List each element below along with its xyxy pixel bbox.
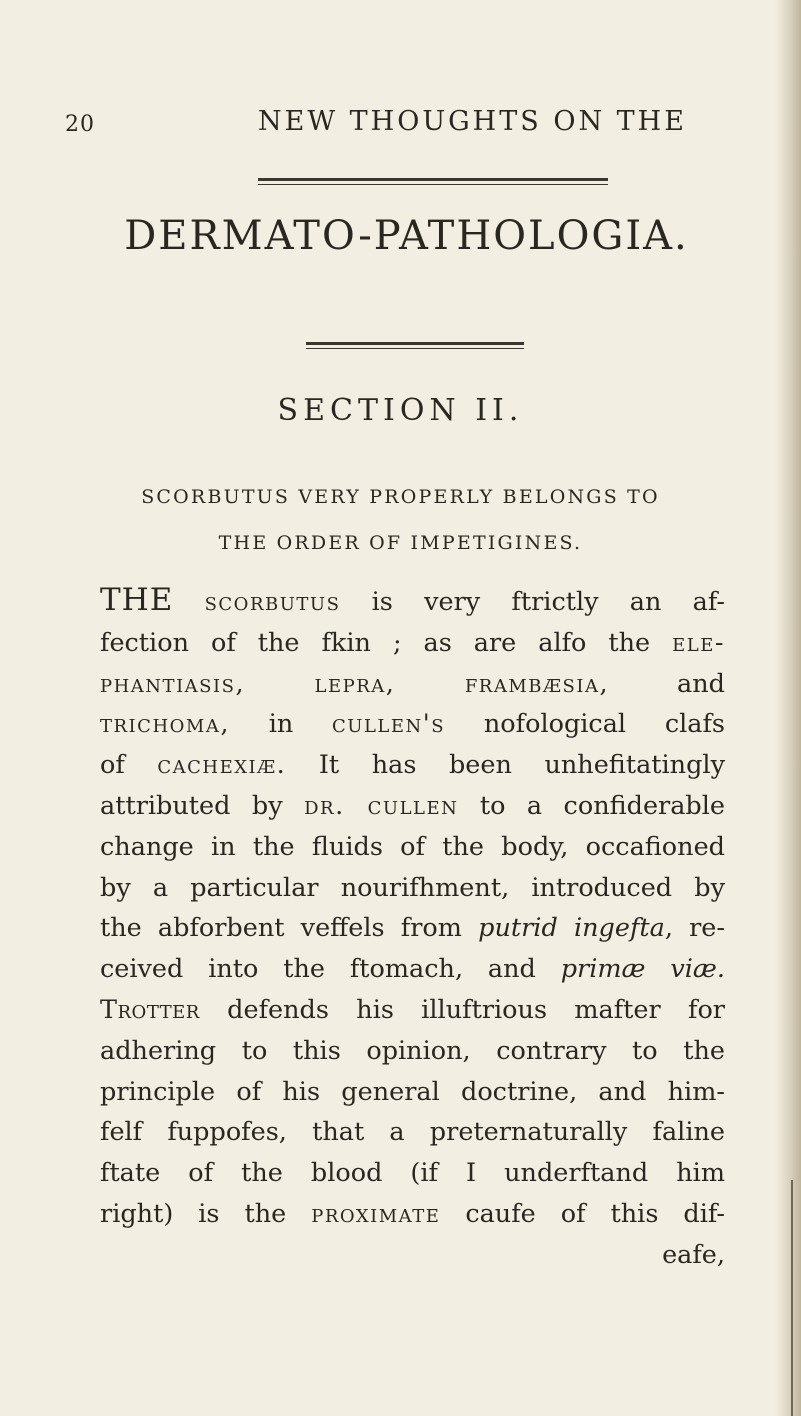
text-run: fection of the fkin ; as are alfo the <box>100 627 651 658</box>
name-dr-cullen: dr. cullen <box>304 790 459 821</box>
latin-putrid-ingesta: putrid ingefta <box>478 913 665 944</box>
term-cachexiae: cachexiæ. <box>157 750 287 781</box>
name-cullen: cullen's <box>332 709 446 740</box>
text-run: the abforbent veffels from <box>100 913 479 944</box>
body-line: adhering to this opinion, contrary to the <box>100 1035 725 1066</box>
drop-word: THE <box>100 582 174 618</box>
text-run: of <box>100 750 158 781</box>
title-rule-top-thin <box>258 184 608 185</box>
page-number: 20 <box>65 112 95 137</box>
text-run: nofological clafs <box>445 709 725 740</box>
section-subtitle-line-2: THE ORDER OF IMPETIGINES. <box>218 532 583 554</box>
section-rule-thin <box>306 348 524 349</box>
text-run: defends his illuftrious mafter for <box>199 994 725 1025</box>
text-run: It has been unhefitatingly <box>286 750 725 781</box>
body-line <box>100 704 725 745</box>
page-edge-shadow <box>791 1180 793 1416</box>
body-line <box>100 745 725 786</box>
body-line <box>100 1194 725 1235</box>
section-heading: SECTION II. <box>277 393 524 428</box>
body-line <box>100 990 725 1031</box>
term-proximate: proximate <box>311 1198 441 1229</box>
body-paragraph <box>100 580 725 1276</box>
page-header <box>0 104 801 144</box>
body-line: ftate of the blood (if I underftand him <box>100 1158 725 1189</box>
text-run: is very ftrictly an af- <box>340 587 725 617</box>
text-run: , re- <box>664 913 726 944</box>
term-scorbutus: scorbutus <box>204 587 341 617</box>
text-run: to a confiderable <box>458 790 725 821</box>
running-head: NEW THOUGHTS ON THE <box>258 106 687 137</box>
text-run: caufe of this dif- <box>440 1198 726 1229</box>
text-run: right) is the <box>100 1198 312 1229</box>
section-rule <box>306 342 524 345</box>
text-run: and <box>609 668 725 699</box>
section-subtitle-line-1: SCORBUTUS VERY PROPERLY BELONGS TO <box>141 486 660 508</box>
text-run: attributed by <box>100 790 305 821</box>
term-trichoma: trichoma, <box>100 709 230 740</box>
body-line <box>100 786 725 827</box>
terms-diseases: phantiasis, lepra, frambæsia, <box>100 668 610 699</box>
body-line <box>100 908 725 949</box>
title-rule-top <box>258 178 608 181</box>
text-run: in <box>229 709 333 740</box>
body-line <box>100 580 725 623</box>
body-line: by a particular nourifhment, introduced by <box>100 872 725 903</box>
body-line <box>100 623 725 664</box>
body-line: principle of his general doctrine, and him- <box>100 1076 725 1107</box>
body-line: change in the fluids of the body, occafioned <box>100 831 725 862</box>
body-line: felf fuppofes, that a preternaturally faline <box>100 1117 725 1148</box>
body-line <box>100 949 725 990</box>
name-trotter: Trotter <box>100 994 200 1025</box>
latin-primae-viae: primæ viæ. <box>560 954 726 985</box>
book-title: DERMATO-PATHOLOGIA. <box>124 213 689 259</box>
catchword: eafe, <box>662 1239 725 1270</box>
term-ele: ele- <box>672 627 725 658</box>
body-line <box>100 664 725 705</box>
text-run: ceived into the ftomach, and <box>100 954 561 985</box>
